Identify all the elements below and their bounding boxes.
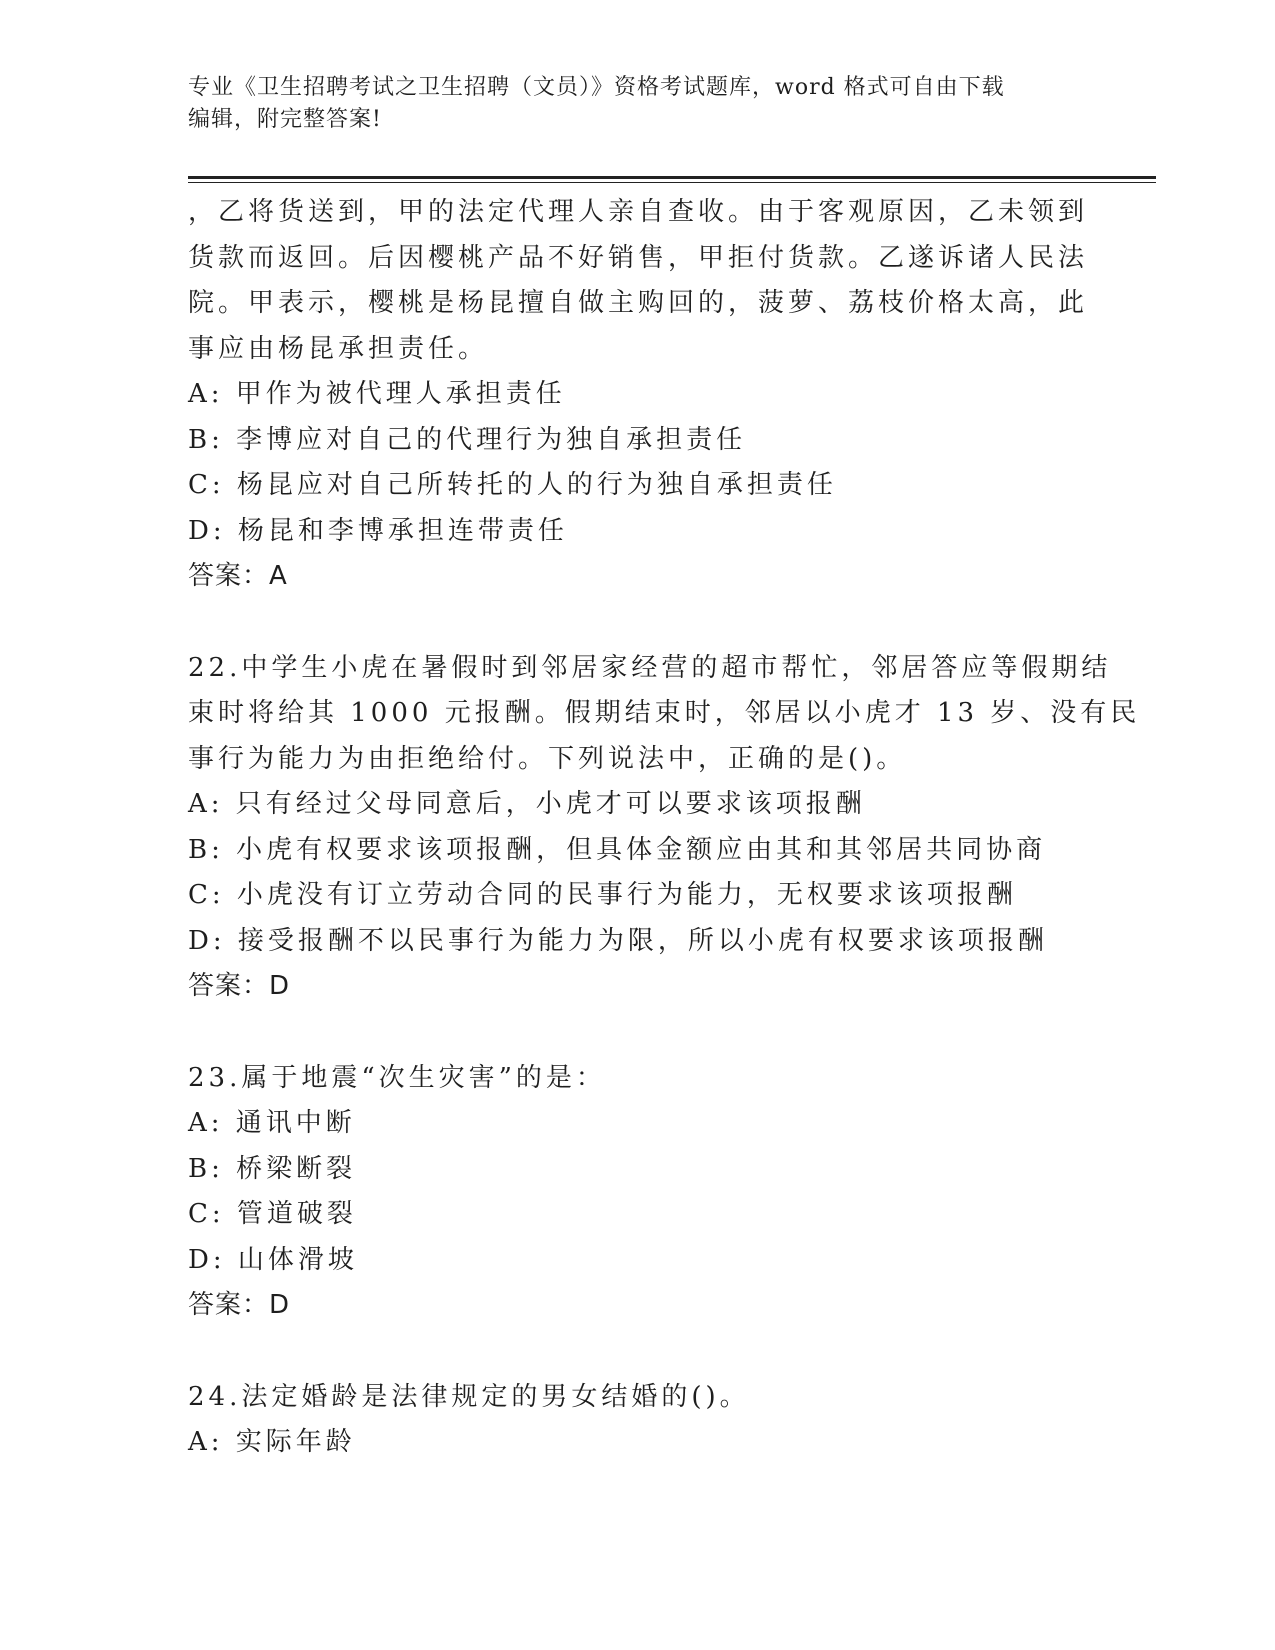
option-d: D: 接受报酬不以民事行为能力为限，所以小虎有权要求该项报酬: [188, 925, 1048, 956]
document-header: [188, 72, 1088, 136]
header-divider-thick: [188, 176, 1156, 179]
option-a: A: 只有经过父母同意后，小虎才可以要求该项报酬: [188, 789, 866, 819]
question-stem-line: 事应由杨昆承担责任。: [188, 333, 489, 364]
question-stem-line: ，乙将货送到，甲的法定代理人亲自查收。由于客观原因，乙未领到: [188, 197, 1089, 227]
question-stem-line: 事行为能力为由拒绝给付。下列说法中，正确的是()。: [188, 743, 907, 774]
option-a: A: 甲作为被代理人承担责任: [188, 379, 566, 409]
option-b: B: 小虎有权要求该项报酬，但具体金额应由其和其邻居共同协商: [188, 834, 1047, 865]
option-b: B: 桥梁断裂: [188, 1153, 357, 1184]
question-stem-line: 院。甲表示，樱桃是杨昆擅自做主购回的，菠萝、荔枝价格太高，此: [188, 288, 1089, 318]
question-24: [188, 1375, 1088, 1466]
answer-line: 答案：A: [188, 561, 288, 591]
question-23: [188, 1056, 1088, 1329]
option-d: D: 杨昆和李博承担连带责任: [188, 515, 568, 546]
answer-line: 答案：D: [188, 1290, 291, 1320]
question-22: [188, 646, 1141, 1010]
option-d: D: 山体滑坡: [188, 1244, 358, 1275]
spacer: [188, 1010, 1088, 1056]
question-stem-line: 货款而返回。后因樱桃产品不好销售，甲拒付货款。乙遂诉诸人民法: [188, 242, 1089, 273]
header-divider-thin: [188, 182, 1156, 183]
question-stem-line: 24.法定婚龄是法律规定的男女结婚的()。: [188, 1381, 750, 1412]
option-c: C: 杨昆应对自己所转托的人的行为独自承担责任: [188, 470, 837, 500]
answer-line: 答案：D: [188, 971, 291, 1001]
header-line-2: 编辑，附完整答案!: [188, 107, 382, 132]
question-stem-line: 22.中学生小虎在暑假时到邻居家经营的超市帮忙，邻居答应等假期结: [188, 652, 1112, 683]
spacer: [188, 600, 1088, 646]
header-line-1: 专业《卫生招聘考试之卫生招聘（文员）》资格考试题库，word 格式可自由下载: [188, 75, 1005, 100]
document-body: [188, 190, 1141, 1466]
question-stem-line: 束时将给其 1000 元报酬。假期结束时，邻居以小虎才 13 岁、没有民: [188, 698, 1141, 728]
option-b: B: 李博应对自己的代理行为独自承担责任: [188, 424, 747, 455]
option-c: C: 小虎没有订立劳动合同的民事行为能力，无权要求该项报酬: [188, 880, 1017, 910]
option-c: C: 管道破裂: [188, 1199, 357, 1229]
question-stem-line: 23.属于地震“次生灾害”的是：: [188, 1062, 606, 1093]
option-a: A: 通讯中断: [188, 1108, 356, 1138]
option-a: A: 实际年龄: [188, 1427, 356, 1457]
question-21: [188, 190, 1088, 600]
spacer: [188, 1329, 1088, 1375]
